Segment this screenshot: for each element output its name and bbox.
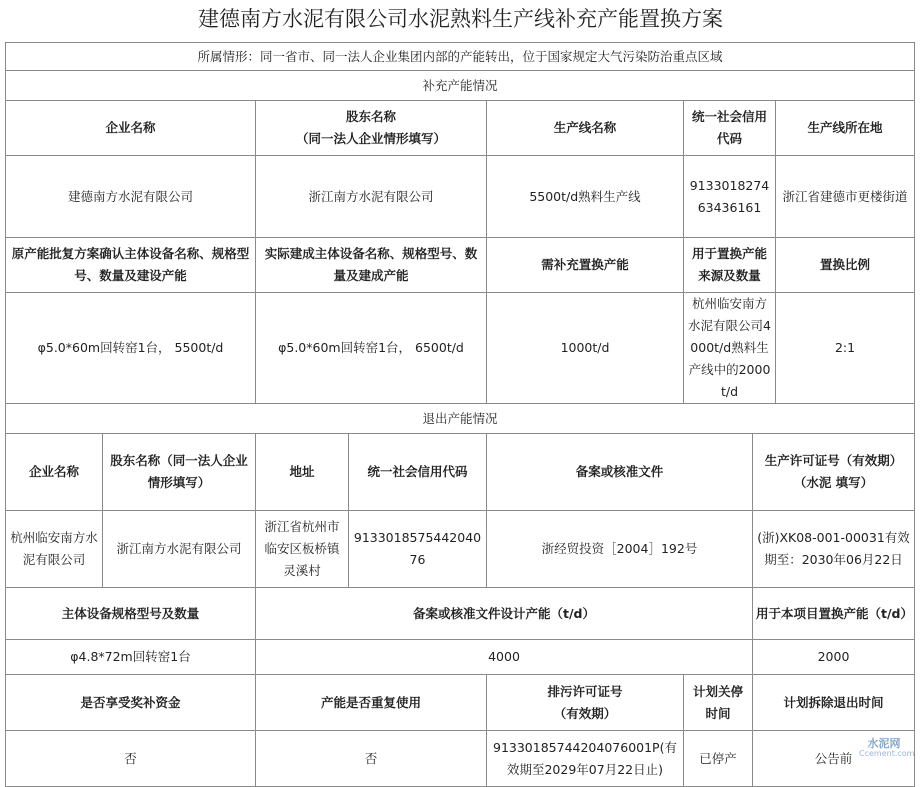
cell-line-name: 5500t/d熟料生产线 — [487, 156, 684, 238]
exit-cell-shareholder: 浙江南方水泥有限公司 — [103, 511, 256, 588]
exit-cell-equipment: φ4.8*72m回转窑1台 — [6, 640, 256, 675]
exit-cell-subsidy: 否 — [6, 731, 256, 787]
cell-replacement-ratio: 2:1 — [776, 293, 915, 404]
header-capacity-source: 用于置换产能来源及数量 — [684, 238, 776, 293]
exit-section-title: 退出产能情况 — [6, 404, 915, 434]
exit-header-design-capacity: 备案或核准文件设计产能（t/d） — [256, 588, 753, 640]
replacement-table — [5, 42, 915, 787]
cell-location: 浙江省建德市更楼街道 — [776, 156, 915, 238]
exit-cell-shutdown: 已停产 — [684, 731, 753, 787]
header-credit-code: 统一社会信用代码 — [684, 101, 776, 156]
exit-cell-license: (浙)XK08-001-00031有效期至：2030年06月22日 — [753, 511, 915, 588]
situation-text: 所属情形：同一省市、同一法人企业集团内部的产能转出，位于国家规定大气污染防治重点区域 — [6, 43, 915, 71]
exit-cell-permit: 91330185744204076001P(有效期至2029年07月22日止) — [487, 731, 684, 787]
cell-original-equipment: φ5.0*60m回转窑1台， 5500t/d — [6, 293, 256, 404]
exit-cell-demolish: 公告前 — [753, 731, 915, 787]
header-original-equipment: 原产能批复方案确认主体设备名称、规格型号、数量及建设产能 — [6, 238, 256, 293]
watermark-logo: 水泥网 Ccement.com — [859, 739, 909, 763]
exit-cell-credit-code: 91330185754420407​6 — [349, 511, 487, 588]
exit-header-equipment: 主体设备规格型号及数量 — [6, 588, 256, 640]
cell-required-capacity: 1000t/d — [487, 293, 684, 404]
supplement-section-title: 补充产能情况 — [6, 71, 915, 101]
header-line-name: 生产线名称 — [487, 101, 684, 156]
header-shareholder: 股东名称 （同一法人企业情形填写） — [256, 101, 487, 156]
exit-cell-address: 浙江省杭州市临安区板桥镇灵溪村 — [256, 511, 349, 588]
exit-cell-design-capacity: 4000 — [256, 640, 753, 675]
header-replacement-ratio: 置换比例 — [776, 238, 915, 293]
exit-header-reuse: 产能是否重复使用 — [256, 675, 487, 731]
exit-cell-project-capacity: 2000 — [753, 640, 915, 675]
cell-credit-code: 91330182746343616​1 — [684, 156, 776, 238]
cell-company: 建德南方水泥有限公司 — [6, 156, 256, 238]
exit-header-shutdown: 计划关停时间 — [684, 675, 753, 731]
header-location: 生产线所在地 — [776, 101, 915, 156]
exit-cell-reuse: 否 — [256, 731, 487, 787]
header-required-capacity: 需补充置换产能 — [487, 238, 684, 293]
exit-cell-company: 杭州临安南方水泥有限公司 — [6, 511, 103, 588]
exit-header-subsidy: 是否享受奖补资金 — [6, 675, 256, 731]
exit-header-credit-code: 统一社会信用代码 — [349, 434, 487, 511]
header-built-equipment: 实际建成主体设备名称、规格型号、数量及建成产能 — [256, 238, 487, 293]
exit-header-project-capacity: 用于本项目置换产能（t/d） — [753, 588, 915, 640]
exit-header-license: 生产许可证号（有效期） （水泥 填写） — [753, 434, 915, 511]
exit-cell-filing: 浙经贸投资［2004］192号 — [487, 511, 753, 588]
exit-header-filing: 备案或核准文件 — [487, 434, 753, 511]
page-title: 建德南方水泥有限公司水泥熟料生产线补充产能置换方案 — [0, 0, 921, 38]
exit-header-shareholder: 股东名称（同一法人企业情形填写） — [103, 434, 256, 511]
cell-shareholder: 浙江南方水泥有限公司 — [256, 156, 487, 238]
exit-header-company: 企业名称 — [6, 434, 103, 511]
header-company: 企业名称 — [6, 101, 256, 156]
cell-capacity-source: 杭州临安南方水泥有限公司4000t/d熟料生产线中的2000t/d — [684, 293, 776, 404]
exit-header-demolish: 计划拆除退出时间 — [753, 675, 915, 731]
cell-built-equipment: φ5.0*60m回转窑1台， 6500t/d — [256, 293, 487, 404]
exit-header-address: 地址 — [256, 434, 349, 511]
exit-header-permit: 排污许可证号 （有效期） — [487, 675, 684, 731]
